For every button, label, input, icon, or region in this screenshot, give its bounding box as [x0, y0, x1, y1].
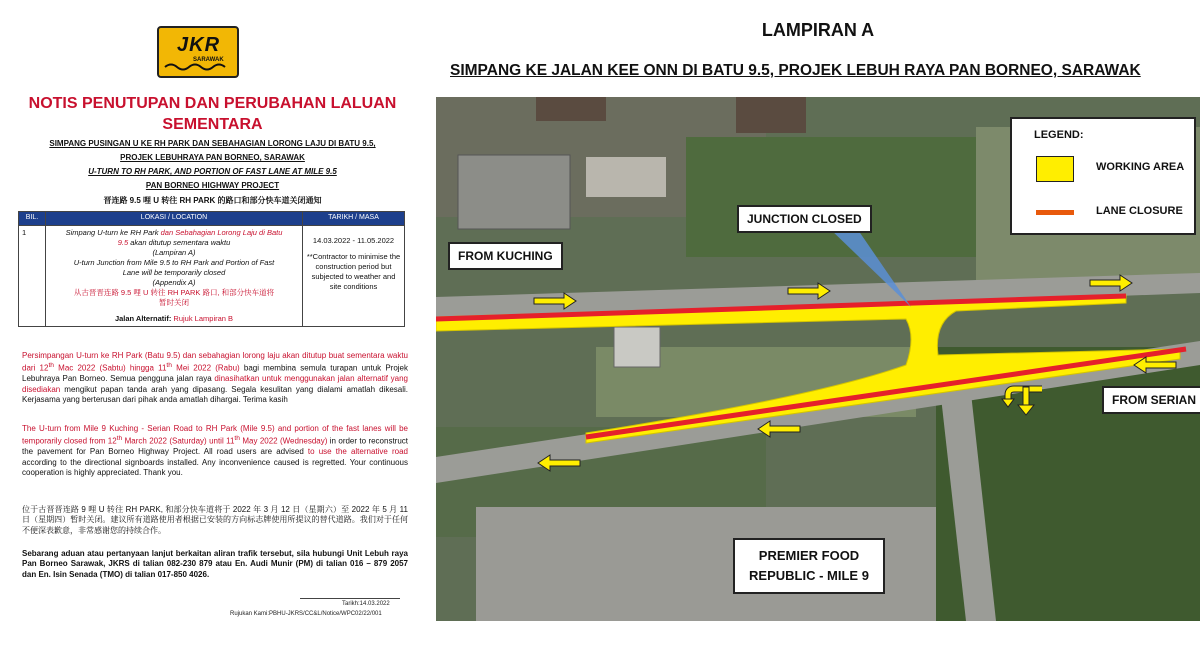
- legend-swatch-working-area: [1036, 156, 1074, 182]
- notice-subtitle-4: PAN BORNEO HIGHWAY PROJECT: [145, 181, 280, 190]
- loc-line7: 从古晋晋连路 9.5 哩 U 转往 RH PARK 路口, 和部分快车道将: [73, 288, 275, 297]
- callout-premier-food: [733, 538, 885, 594]
- notice-subtitle-3: U-TURN TO RH PARK, AND PORTION OF FAST LANE AT MILE 9.5: [88, 167, 337, 176]
- legend-title: LEGEND:: [1034, 129, 1084, 141]
- loc-line4: U-turn Junction from Mile 9.5 to RH Park and Portion of Fast: [73, 258, 275, 267]
- footer-date: Tarikh:14.03.2022: [342, 601, 390, 607]
- table-header-bil: BIL.: [19, 212, 46, 226]
- lampiran-title: LAMPIRAN A: [761, 20, 875, 40]
- notice-title-line2: SEMENTARA: [162, 116, 263, 133]
- logo-subtext: SARAWAK: [193, 57, 224, 63]
- table-cell-number: 1: [19, 226, 46, 327]
- table-cell-location: [46, 226, 303, 327]
- small-building: [614, 327, 660, 367]
- loc-line1a: Simpang U-turn ke RH Park: [65, 228, 161, 237]
- logo-text: JKR: [177, 34, 221, 56]
- paragraph-english: The U-turn from Mile 9 Kuching - Serian Road to RH Park (Mile 9.5) and portion of the fast lanes will be temporarily closed from 12th March 2022 (Saturday) until 11th May 2022 (Wednesday) in order to reconstruct the pavement for Pan Borneo Highway Project. All road users are advised to use the alternative road according to the directional signboards installed. Any inconvenience caused is regretted. Your continuous cooperation is highly appreciated. Thank you.: [22, 424, 409, 478]
- jkr-logo: [157, 26, 239, 78]
- callout-from-kuching: FROM KUCHING: [448, 242, 563, 270]
- callout-junction-closed: JUNCTION CLOSED: [737, 205, 872, 233]
- table-header-date: TARIKH / MASA: [303, 212, 405, 226]
- logo-waves-icon: [163, 62, 233, 72]
- loc-line2b: akan ditutup sementara waktu: [128, 238, 231, 247]
- table-cell-date: [303, 226, 405, 327]
- loc-line8: 暂时关闭: [159, 298, 189, 307]
- notice-subtitle-2: PROJEK LEBUHRAYA PAN BORNEO, SARAWAK: [120, 153, 305, 162]
- loc-line2a: 9.5: [117, 238, 129, 247]
- table-header-location: LOKASI / LOCATION: [46, 212, 303, 226]
- notice-document: [0, 0, 425, 648]
- paragraph-chinese: 位于古晋晋连路 9 哩 U 转往 RH PARK, 和部分快车道将于 2022 年 3 月 12 日（星期六）至 2022 年 5 月 11 日（星期四）暂时关闭。建议所有道路使用者根据已安装的方向标志牌使用所提议的替代道路。我们对于任何不便深表歉意，非常感谢您的持续合作。: [22, 505, 408, 535]
- notice-subtitle-5: 晋连路 9.5 哩 U 转往 RH PARK 的路口和部分快车道关闭通知: [103, 196, 322, 205]
- paragraph-contact: Sebarang aduan atau pertanyaan lanjut berkaitan aliran trafik tersebut, sila hubungi Unit Lebuh raya Pan Borneo Sarawak, JKRS di talian 082-230 879 atau En. Audi Munir (PM) di talian 016 – 879 2057 dan En. Isin Senada (TMO) di talian 017-850 4026.: [22, 549, 408, 579]
- alt-route-value: Rujuk Lampiran B: [173, 314, 234, 323]
- map-legend: [1010, 117, 1196, 235]
- aerial-map: [436, 97, 1200, 621]
- legend-swatch-lane-closure: [1036, 210, 1074, 215]
- premier-line2: REPUBLIC - MILE 9: [749, 568, 869, 583]
- notice-table: [18, 211, 405, 327]
- loc-line1b: dan Sebahagian Lorong Laju di Batu: [160, 228, 283, 237]
- premier-line1: PREMIER FOOD: [758, 548, 860, 563]
- lampiran-subtitle: SIMPANG KE JALAN KEE ONN DI BATU 9.5, PROJEK LEBUH RAYA PAN BORNEO, SARAWAK: [450, 62, 1141, 79]
- paragraph-malay: Persimpangan U-turn ke RH Park (Batu 9.5) dan sebahagian lorong laju akan ditutup buat sementara waktu dari 12th Mac 2022 (Sabtu) hingga 11th Mei 2022 (Rabu) bagi membina semula turapan untuk Projek Lebuhraya Pan Borneo. Semua pengguna jalan raya dinasihatkan untuk menggunakan jalan alternatif yang disediakan mengikut papan tanda arah yang dipasang. Segala kesulitan yang dialami amatlah dikesali. Kerjasama yang berterusan dari pihak anda amatlah dihargai. Terima kasih: [22, 351, 409, 405]
- loc-line6: (Appendix A): [152, 278, 196, 287]
- footer-reference: Rujukan Kami:PBHU-JKRS/CC&L/Notice/WPC02/22/001: [230, 611, 382, 617]
- legend-label-working-area: WORKING AREA: [1096, 161, 1185, 173]
- legend-label-lane-closure: LANE CLOSURE: [1096, 205, 1183, 217]
- loc-line3: (Lampiran A): [152, 248, 196, 257]
- alt-route-label: Jalan Alternatif:: [114, 314, 174, 323]
- loc-line5: Lane will be temporarily closed: [122, 268, 226, 277]
- date-range: 14.03.2022 - 11.05.2022: [312, 236, 395, 245]
- notice-subtitle-1: SIMPANG PUSINGAN U KE RH PARK DAN SEBAHAGIAN LORONG LAJU DI BATU 9.5,: [49, 139, 376, 148]
- warehouse-building: [458, 155, 570, 229]
- notice-title-line1: NOTIS PENUTUPAN DAN PERUBAHAN LALUAN: [28, 95, 397, 112]
- footer-divider: [300, 598, 400, 599]
- truck-yard: [586, 157, 666, 197]
- callout-from-serian: FROM SERIAN: [1102, 386, 1200, 414]
- date-note: **Contractor to minimise the construction period but subjected to weather and site conditions: [306, 252, 401, 291]
